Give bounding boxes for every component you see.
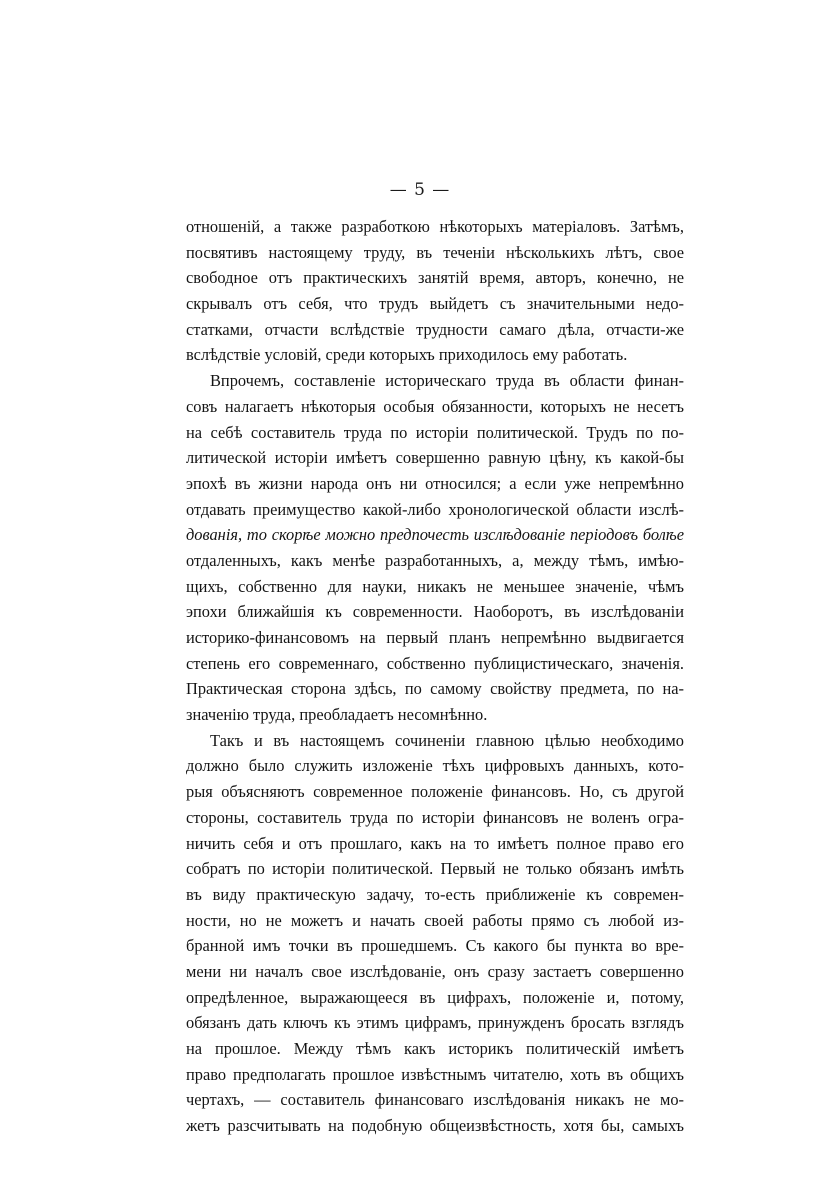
text-line: историко-финансовомъ на первый планъ непремѣнно выдвигается bbox=[186, 628, 684, 647]
text-line: статками, отчасти вслѣдствіе трудности самаго дѣла, отчасти-же bbox=[186, 319, 684, 339]
text-line: въ виду практическую задачу, то-есть приближеніе къ современ- bbox=[186, 884, 684, 904]
page-number: — 5 — bbox=[389, 180, 451, 200]
text-line: эпохи ближайшія къ современности. Наоборотъ, въ изслѣдованіи bbox=[186, 602, 684, 622]
text-line: собратъ по исторіи политической. Первый не только обязанъ имѣть bbox=[186, 859, 684, 879]
text-line: отношеній, а также разработкою нѣкоторыхъ матеріаловъ. Затѣмъ, bbox=[186, 217, 684, 236]
text-line: свободное отъ практическихъ занятій время, авторъ, конечно, не bbox=[186, 268, 684, 288]
text-line: ничить себя и отъ прошлаго, какъ на то имѣетъ полное право его bbox=[186, 833, 684, 853]
text-line: литической исторіи имѣетъ совершенно равную цѣну, къ какой-бы bbox=[186, 448, 684, 468]
text-line: должно было служить изложеніе тѣхъ цифровыхъ данныхъ, кото- bbox=[186, 756, 684, 776]
text-line: отдаленныхъ, какъ менѣе разработанныхъ, а, между тѣмъ, имѣю- bbox=[186, 550, 684, 570]
text-line: стороны, составитель труда по исторіи финансовъ не воленъ огра- bbox=[186, 807, 684, 827]
text-line: значенію труда, преобладаетъ несомнѣнно. bbox=[186, 705, 488, 725]
text-line: щихъ, собственно для науки, никакъ не меньшее значеніе, чѣмъ bbox=[186, 576, 684, 596]
text-line: на себѣ составитель труда по исторіи политической. Трудъ по по- bbox=[186, 422, 684, 442]
text-line: право предполагать прошлое извѣстнымъ читателю, хоть въ общихъ bbox=[186, 1064, 684, 1084]
text-line: жетъ разсчитывать на подобную общеизвѣстность, хотя бы, самыхъ bbox=[186, 1116, 684, 1136]
text-line: скрывалъ отъ себя, что трудъ выйдетъ съ значительными недо- bbox=[186, 294, 684, 314]
text-line: вслѣдствіе условій, среди которыхъ приходилось ему работать. bbox=[186, 345, 628, 365]
text-line: обязанъ дать ключъ къ этимъ цифрамъ, принужденъ бросать взглядъ bbox=[186, 1013, 684, 1033]
text-line: ности, но не можетъ и начать своей работы прямо съ любой из- bbox=[186, 910, 684, 930]
text-line: эпохѣ въ жизни народа онъ ни относился; а если уже непремѣнно bbox=[186, 473, 684, 493]
text-line: чертахъ, — составитель финансоваго изслѣдованія никакъ не мо- bbox=[186, 1090, 684, 1110]
text-line: опредѣленное, выражающееся въ цифрахъ, положеніе и, потому, bbox=[186, 987, 684, 1007]
text-line: Впрочемъ, составленіе историческаго труда въ области финан- bbox=[210, 371, 684, 391]
text-line: Практическая сторона здѣсь, по самому свойству предмета, по на- bbox=[186, 679, 684, 699]
text-line: рыя объясняютъ современное положеніе финансовъ. Но, съ другой bbox=[186, 782, 684, 802]
text-line: бранной имъ точки въ прошедшемъ. Съ какого бы пункта во вре- bbox=[186, 936, 684, 956]
text-line: мени ни началъ свое изслѣдованіе, онъ сразу застаетъ совершенно bbox=[186, 961, 684, 981]
text-line: степень его современнаго, собственно публицистическаго, значенія. bbox=[186, 653, 684, 673]
text-line: дованія, то скорѣе можно предпочесть изслѣдованіе періодовъ болѣе bbox=[186, 525, 684, 545]
text-line: совъ налагаетъ нѣкоторыя особыя обязанности, которыхъ не несетъ bbox=[186, 396, 684, 416]
body-text bbox=[186, 214, 684, 1139]
text-line: Такъ и въ настоящемъ сочиненіи главною цѣлью необходимо bbox=[210, 730, 684, 750]
text-line: посвятивъ настоящему труду, въ теченіи нѣсколькихъ лѣтъ, свое bbox=[186, 242, 684, 262]
text-line: отдавать преимущество какой-либо хронологической области изслѣ- bbox=[186, 499, 684, 519]
text-line: на прошлое. Между тѣмъ какъ историкъ политическій имѣетъ bbox=[186, 1039, 684, 1058]
